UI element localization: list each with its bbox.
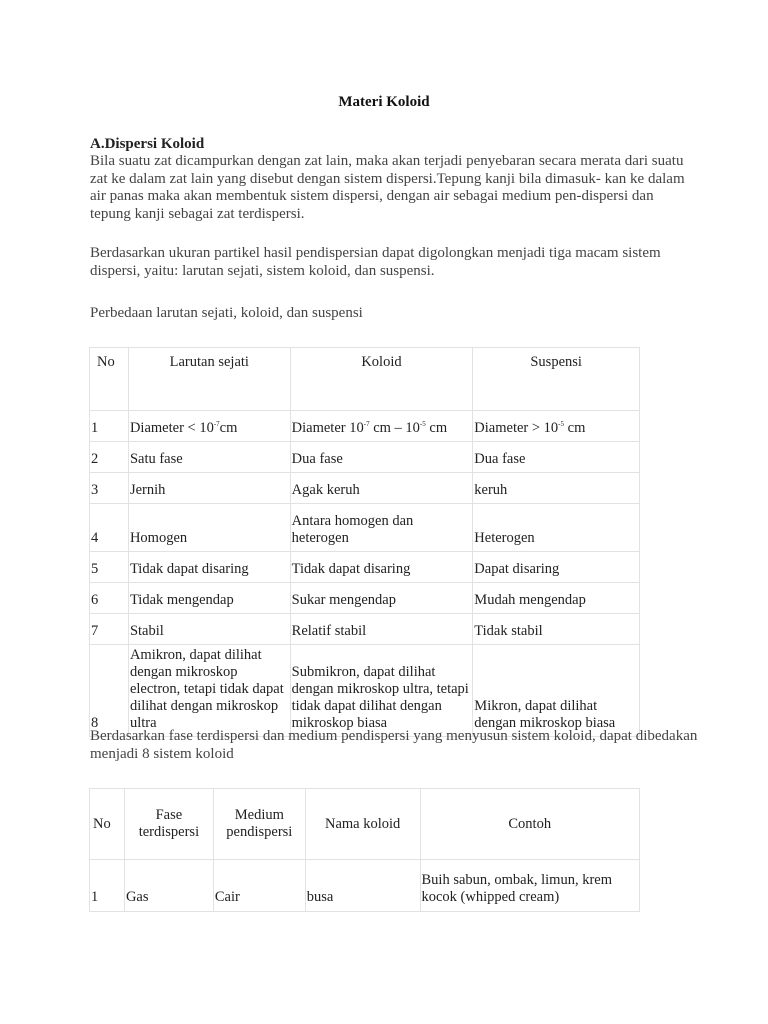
table-row [90, 860, 640, 912]
table-row [90, 411, 640, 442]
cell-no: 5 [90, 552, 129, 583]
cell-suspensi: Heterogen [473, 504, 640, 552]
cell-suspensi: keruh [473, 473, 640, 504]
comparison-table [89, 347, 640, 737]
cell-no: 1 [90, 860, 125, 912]
table-row [90, 583, 640, 614]
cell-no: 4 [90, 504, 129, 552]
paragraph-classification: Berdasarkan ukuran partikel hasil pendispersian dapat digolongkan menjadi tiga macam sistem dispersi, yaitu: larutan sejati, sistem koloid, dan suspensi. [90, 245, 661, 279]
cell-koloid: Diameter $10^{-7}$ cm – $10^{-5}$ cm [290, 411, 473, 442]
cell-koloid: Tidak dapat disaring [290, 552, 473, 583]
header-medium-pendispersi: Medium pendispersi [213, 789, 305, 860]
cell-suspensi: Mudah mengendap [473, 583, 640, 614]
header-no: No [90, 789, 125, 860]
header-nama-koloid: Nama koloid [305, 789, 420, 860]
cell-suspensi: Tidak stabil [473, 614, 640, 645]
cell-koloid: Antara homogen dan heterogen [290, 504, 473, 552]
cell-larutan: Diameter < $10^{-7}cm$ [128, 411, 290, 442]
cell-koloid: Sukar mengendap [290, 583, 473, 614]
header-koloid: Koloid [290, 348, 473, 411]
table-row [90, 504, 640, 552]
cell-suspensi: Dapat disaring [473, 552, 640, 583]
table-row [90, 552, 640, 583]
cell-larutan: Tidak mengendap [128, 583, 290, 614]
table-row [90, 473, 640, 504]
cell-suspensi: Diameter > $10^{-5}$ cm [473, 411, 640, 442]
paragraph-intro: Bila suatu zat dicampurkan dengan zat lain, maka akan terjadi penyebaran secara merata dari suatu zat ke dalam zat lain yang disebut dengan sistem dispersi.Tepung kanji bila dimasuk- kan ke dalam air panas maka akan membentuk sistem dispersi, dengan air sebagai medium pen-dispersi dan tepung kanji sebagai zat terdispersi. [90, 153, 685, 222]
cell-no: 6 [90, 583, 129, 614]
cell-contoh: Buih sabun, ombak, limun, krem kocok (whipped cream) [420, 860, 640, 912]
cell-larutan: Jernih [128, 473, 290, 504]
cell-larutan: Stabil [128, 614, 290, 645]
table-header-row [90, 789, 640, 860]
cell-no: 2 [90, 442, 129, 473]
cell-no: 3 [90, 473, 129, 504]
paragraph-table-caption: Perbedaan larutan sejati, koloid, dan suspensi [90, 305, 363, 321]
cell-suspensi: Dua fase [473, 442, 640, 473]
table-row [90, 614, 640, 645]
cell-larutan: Tidak dapat disaring [128, 552, 290, 583]
cell-no: 8 [90, 645, 129, 737]
cell-fase: Gas [124, 860, 213, 912]
cell-nama: busa [305, 860, 420, 912]
section-heading: A.Dispersi Koloid [90, 136, 205, 152]
header-suspensi: Suspensi [473, 348, 640, 411]
colloid-systems-table [89, 788, 640, 912]
header-fase-terdispersi: Fase terdispersi [124, 789, 213, 860]
table-row [90, 645, 640, 737]
cell-koloid: Agak keruh [290, 473, 473, 504]
cell-no: 7 [90, 614, 129, 645]
header-no: No [90, 348, 129, 411]
cell-larutan: Satu fase [128, 442, 290, 473]
cell-koloid: Relatif stabil [290, 614, 473, 645]
document-title: Materi Koloid [338, 94, 430, 110]
header-larutan-sejati: Larutan sejati [128, 348, 290, 411]
paragraph-eight-systems: Berdasarkan fase terdispersi dan medium pendispersi yang menyusun sistem koloid, dapat dibedakan menjadi 8 sistem koloid [90, 728, 698, 762]
cell-medium: Cair [213, 860, 305, 912]
cell-koloid: Submikron, dapat dilihat dengan mikroskop ultra, tetapi tidak dapat dilihat dengan mikroskop biasa [290, 645, 473, 737]
cell-larutan: Amikron, dapat dilihat dengan mikroskop electron, tetapi tidak dapat dilihat dengan mikroskop ultra [128, 645, 290, 737]
table-row [90, 442, 640, 473]
cell-koloid: Dua fase [290, 442, 473, 473]
cell-larutan: Homogen [128, 504, 290, 552]
header-contoh: Contoh [420, 789, 640, 860]
cell-suspensi: Mikron, dapat dilihat dengan mikroskop biasa [473, 645, 640, 737]
cell-no: 1 [90, 411, 129, 442]
table-header-row [90, 348, 640, 411]
